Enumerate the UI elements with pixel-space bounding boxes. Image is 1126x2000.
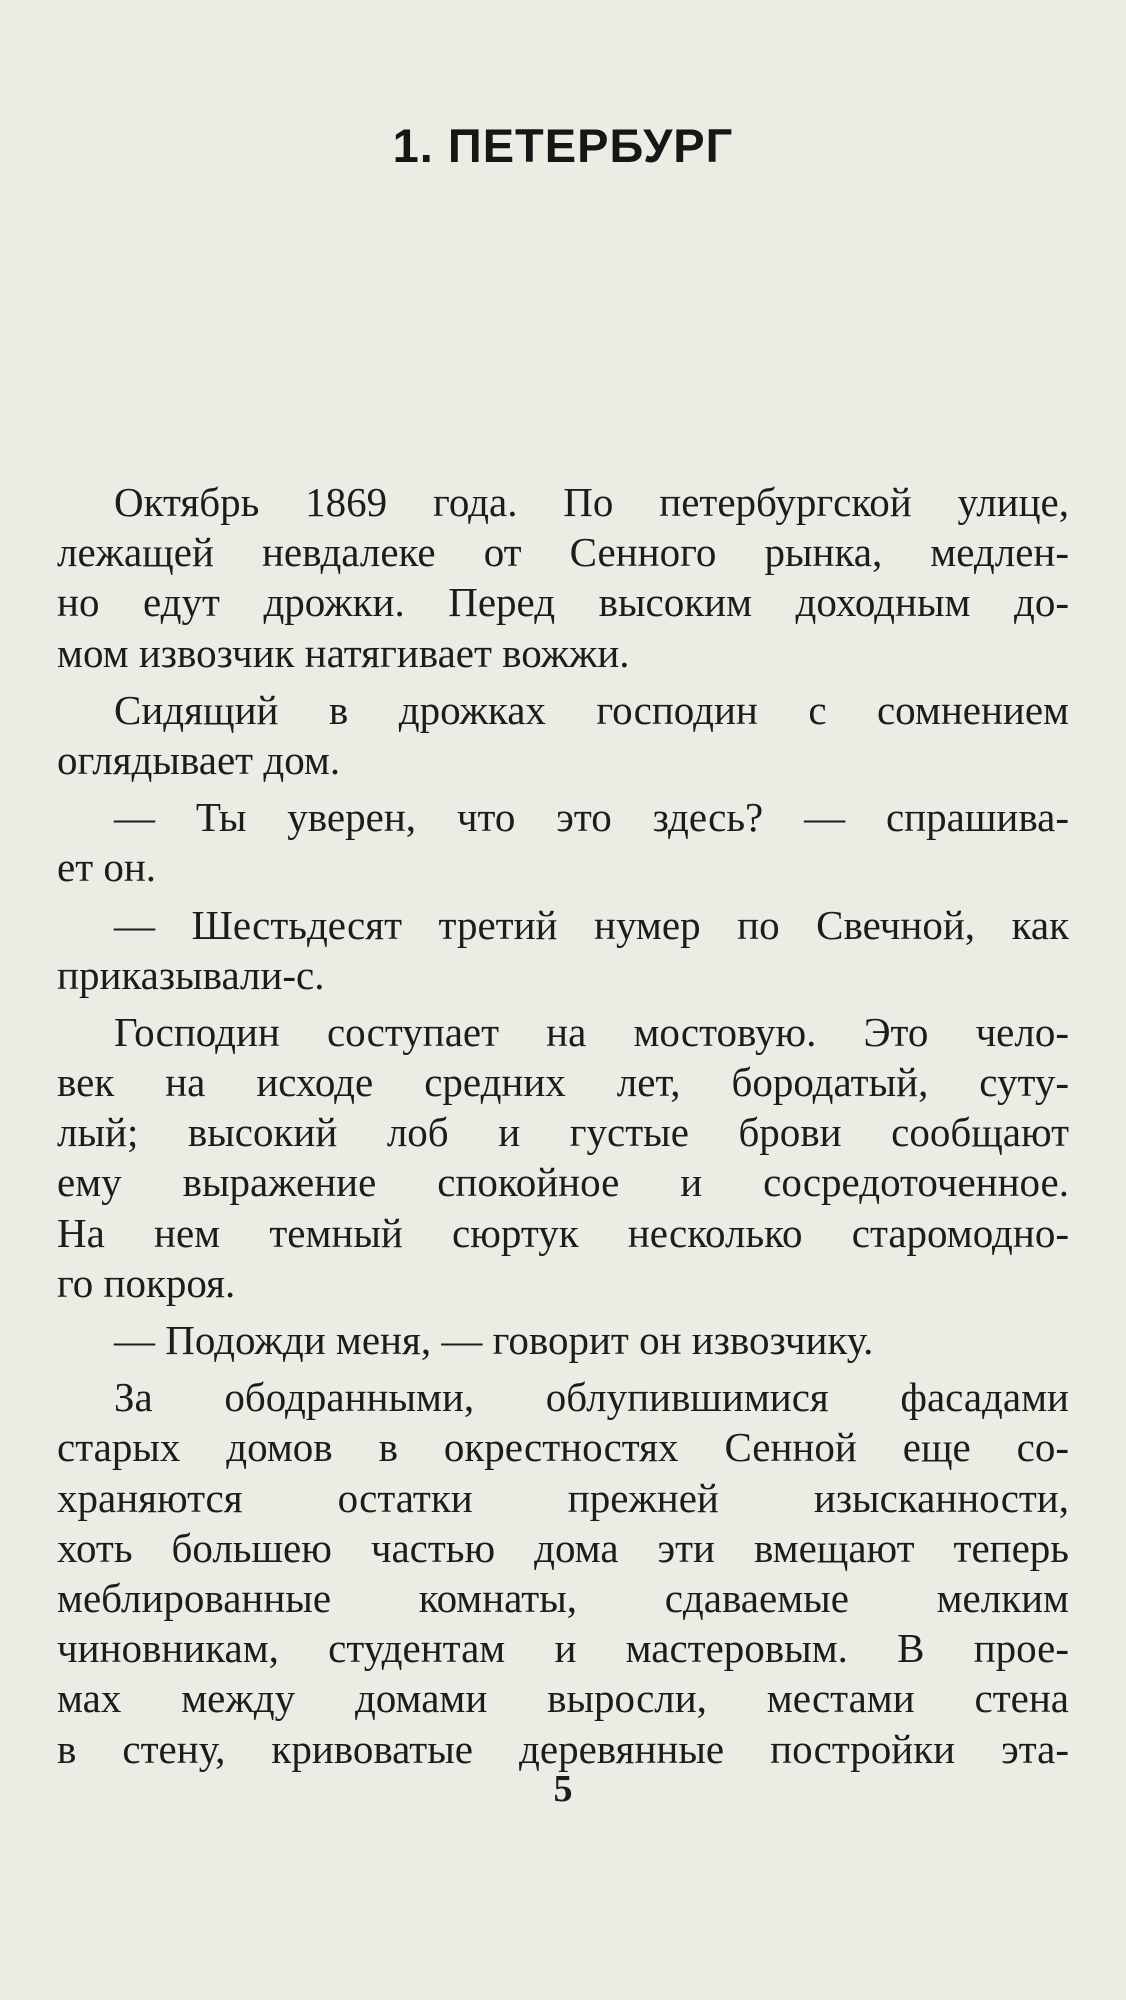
text-line: но едут дрожки. Перед высоким доходным до-: [57, 579, 1069, 626]
text-line: чиновникам, студентам и мастеровым. В прое-: [57, 1625, 1069, 1672]
text-line: Сидящий в дрожках господин с сомнением: [114, 686, 1069, 733]
body-text: [57, 477, 1069, 1774]
text-line: ет он.: [57, 844, 157, 891]
text-line: в стену, кривоватые деревянные постройки эта-: [57, 1725, 1069, 1772]
text-line: лый; высокий лоб и густые брови сообщают: [57, 1109, 1069, 1156]
text-line: мах между домами выросли, местами стена: [57, 1675, 1069, 1722]
text-line: век на исходе средних лет, бородатый, суту-: [57, 1059, 1069, 1106]
text-line: оглядывает дом.: [57, 736, 341, 783]
text-line: старых домов в окрестностях Сенной еще со-: [57, 1424, 1069, 1471]
text-line: ему выражение спокойное и сосредоточенное.: [57, 1159, 1069, 1206]
page-number: 5: [553, 1768, 573, 1810]
text-line: — Ты уверен, что это здесь? — спрашива-: [114, 794, 1069, 841]
chapter-title: 1. ПЕТЕРБУРГ: [392, 119, 734, 172]
text-line: лежащей невдалеке от Сенного рынка, медлен-: [57, 529, 1069, 576]
text-line: За ободранными, облупившимися фасадами: [114, 1374, 1069, 1421]
text-line: меблированные комнаты, сдаваемые мелким: [57, 1574, 1069, 1621]
text-line: Господин соступает на мостовую. Это чело-: [114, 1008, 1069, 1055]
text-line: Октябрь 1869 года. По петербургской улице,: [114, 479, 1069, 525]
text-line: храняются остатки прежней изысканности,: [57, 1474, 1069, 1521]
text-line: мом извозчик натягивает вожжи.: [57, 629, 630, 676]
text-line: хоть большею частью дома эти вмещают теперь: [57, 1524, 1069, 1571]
text-line: приказывали-с.: [57, 951, 325, 998]
text-line: го покроя.: [57, 1259, 236, 1306]
text-line: — Подожди меня, — говорит он извозчику.: [114, 1317, 874, 1363]
text-line: — Шестьдесят третий нумер по Свечной, как: [114, 901, 1069, 948]
text-line: На нем темный сюртук несколько старомодно-: [57, 1209, 1069, 1256]
